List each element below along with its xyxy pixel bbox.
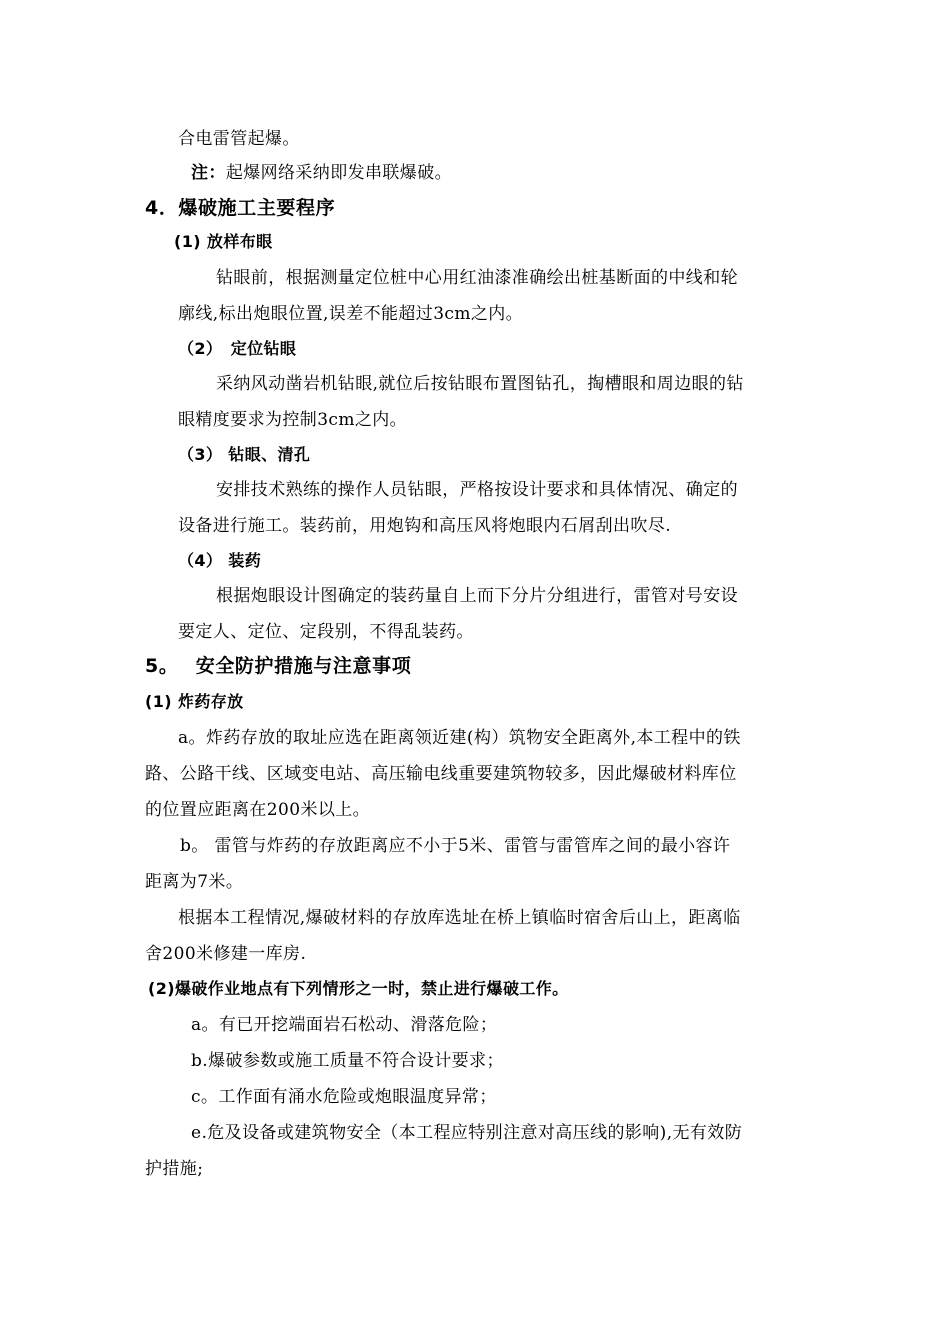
note-text: 起爆网络采纳即发串联爆破。 bbox=[225, 163, 453, 183]
list-item: b.爆破参数或施工质量不符合设计要求； bbox=[191, 1051, 504, 1071]
body-line: 路、公路干线、区域变电站、高压输电线重要建筑物较多，因此爆破材料库位 bbox=[145, 764, 737, 784]
body-line: 根据本工程情况,爆破材料的存放库选址在桥上镇临时宿舍后山上，距离临 bbox=[178, 908, 741, 928]
body-line: 廓线,标出炮眼位置,误差不能超过3cm之内。 bbox=[178, 304, 524, 324]
section-heading: 4．爆破施工主要程序 bbox=[145, 197, 336, 219]
body-line: 钻眼前，根据测量定位桩中心用红油漆准确绘出桩基断面的中线和轮 bbox=[216, 268, 738, 288]
body-line: 要定人、定位、定段别，不得乱装药。 bbox=[178, 622, 474, 642]
subsection-heading: （4） 装药 bbox=[178, 551, 262, 570]
body-line: 安排技术熟练的操作人员钻眼，严格按设计要求和具体情况、确定的 bbox=[216, 480, 738, 500]
list-item: e.危及设备或建筑物安全（本工程应特别注意对高压线的影响),无有效防 bbox=[191, 1123, 743, 1143]
body-line: 眼精度要求为控制3cm之内。 bbox=[178, 410, 408, 430]
note-line bbox=[191, 161, 452, 185]
subsection-heading: （3） 钻眼、清孔 bbox=[178, 445, 311, 464]
note-label: 注： bbox=[191, 163, 226, 183]
subsection-heading: (1) 放样布眼 bbox=[174, 232, 273, 251]
body-line: 合电雷管起爆。 bbox=[178, 129, 300, 149]
list-item: c。工作面有涌水危险或炮眼温度异常； bbox=[191, 1087, 497, 1107]
body-line: 距离为7米。 bbox=[145, 872, 244, 892]
body-line: b。 雷管与炸药的存放距离应不小于5米、雷管与雷管库之间的最小容许 bbox=[180, 836, 731, 856]
subsection-heading: （2） 定位钻眼 bbox=[178, 339, 297, 358]
subsection-heading: (2)爆破作业地点有下列情形之一时，禁止进行爆破工作。 bbox=[148, 979, 569, 998]
body-line: 根据炮眼设计图确定的装药量自上而下分片分组进行，雷管对号安设 bbox=[216, 586, 738, 606]
body-line: 的位置应距离在200米以上。 bbox=[145, 800, 371, 820]
body-line: a。炸药存放的取址应选在距离领近建(构）筑物安全距离外,本工程中的铁 bbox=[178, 728, 741, 748]
list-item: a。有已开挖端面岩石松动、滑落危险； bbox=[191, 1015, 498, 1035]
subsection-heading: (1) 炸药存放 bbox=[145, 692, 244, 711]
body-line: 护措施; bbox=[145, 1159, 204, 1179]
section-heading: 5。 安全防护措施与注意事项 bbox=[145, 655, 412, 677]
body-line: 设备进行施工。装药前，用炮钩和高压风将炮眼内石屑刮出吹尽. bbox=[178, 516, 672, 536]
body-line: 舍200米修建一库房. bbox=[145, 944, 307, 964]
body-line: 采纳风动凿岩机钻眼,就位后按钻眼布置图钻孔，掏槽眼和周边眼的钻 bbox=[216, 374, 744, 394]
